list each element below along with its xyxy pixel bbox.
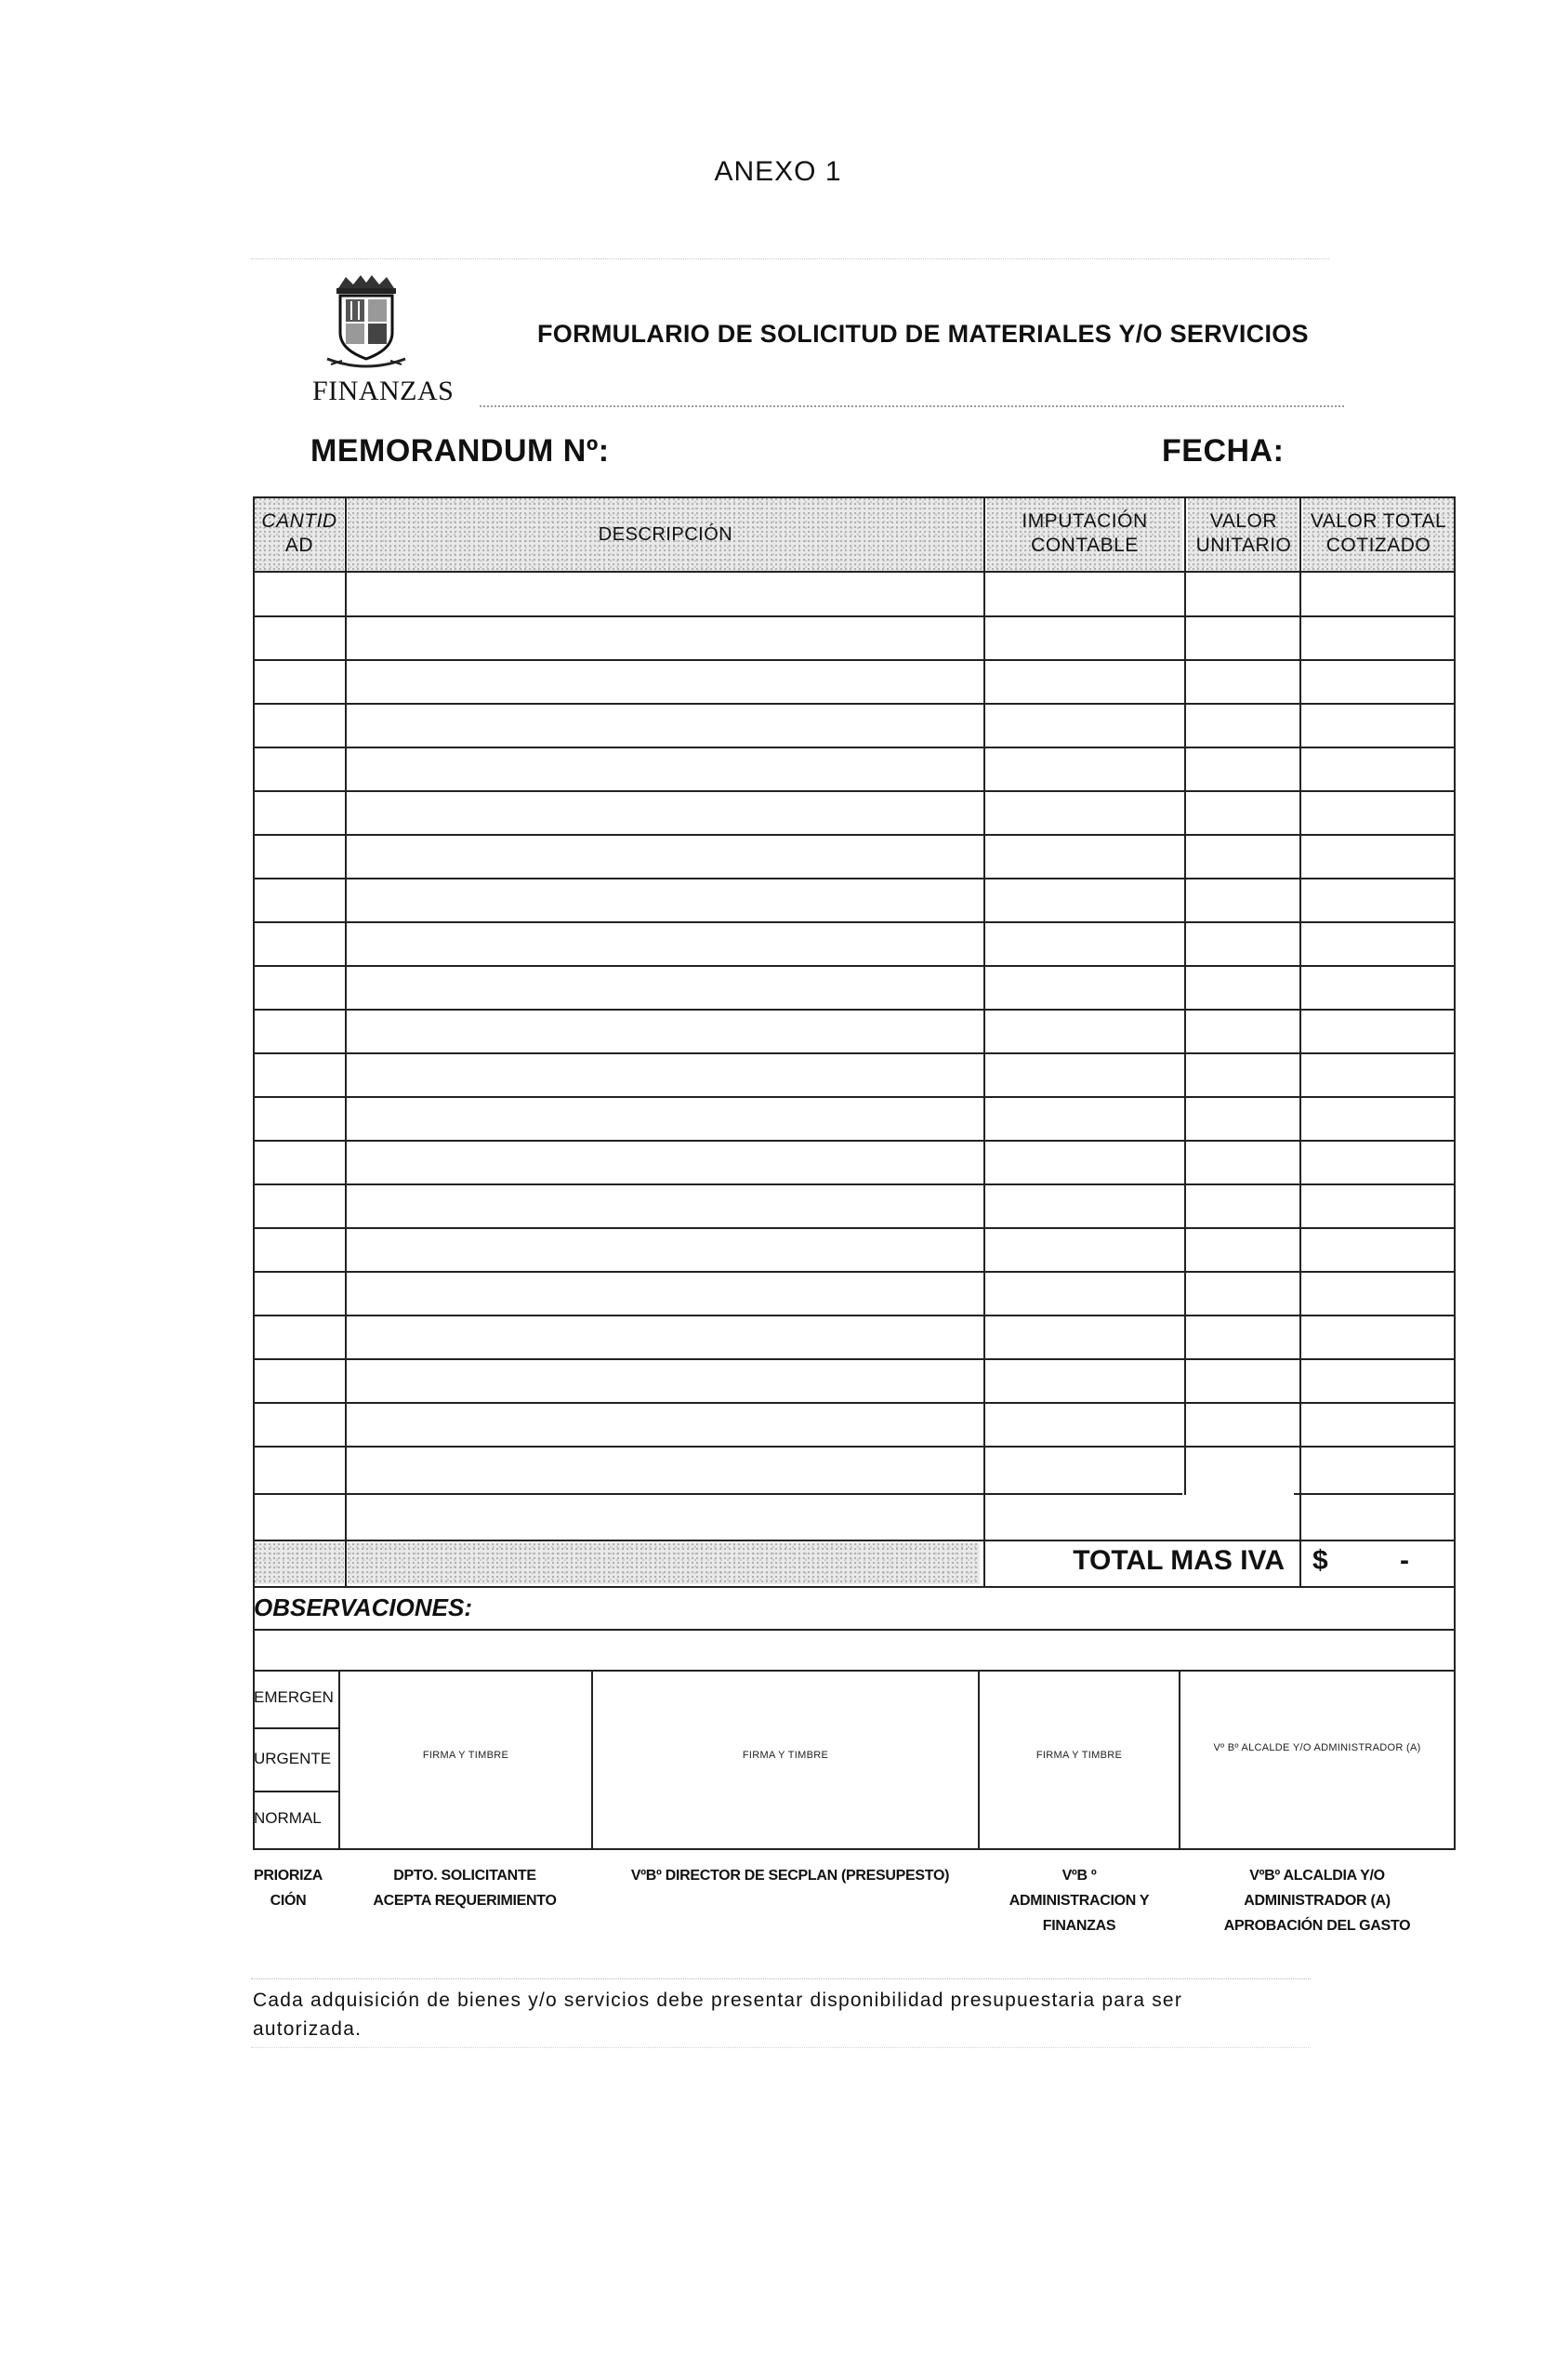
grid-line (1294, 1493, 1456, 1495)
footer-priority (244, 1863, 333, 1913)
total-row-shaded-quantity (255, 1543, 344, 1584)
grid-line (253, 1140, 1456, 1142)
signature-placeholder-dept: FIRMA Y TIMBRE (422, 1750, 509, 1761)
grid-line (253, 703, 1456, 705)
grid-line (253, 1493, 1182, 1495)
grid-line (253, 496, 255, 1850)
column-header-accounting (987, 509, 1182, 558)
note-divider-bottom (251, 2047, 1311, 2048)
footer-dept-line2: ACEPTA REQUERIMIENTO (373, 1893, 557, 1909)
grid-line (253, 1670, 1456, 1672)
column-header-unit-value (1188, 509, 1299, 558)
column-header-quantity (255, 509, 344, 558)
grid-line (253, 1848, 1456, 1850)
grid-line (253, 747, 1456, 748)
grid-line (253, 1009, 1456, 1011)
footer-admin-line1: VºB º (1062, 1868, 1097, 1884)
grid-line (253, 878, 1456, 879)
footer-admin-line3: FINANZAS (1042, 1918, 1116, 1934)
grid-line (1179, 1670, 1180, 1850)
footer-admin-line2: ADMINISTRACION Y (1009, 1893, 1150, 1909)
footer-priority-line2: CIÓN (270, 1893, 307, 1909)
total-label: TOTAL MAS IVA (1073, 1545, 1285, 1576)
grid-line (253, 921, 1456, 923)
form-title: FORMULARIO DE SOLICITUD DE MATERIALES Y/O SERVICIOS (537, 320, 1309, 348)
total-header-line2: COTIZADO (1325, 535, 1431, 556)
grid-line (253, 1358, 1456, 1360)
total-currency: $ (1312, 1545, 1328, 1576)
signature-placeholder-secplan: FIRMA Y TIMBRE (742, 1750, 829, 1761)
grid-line (253, 1315, 1456, 1316)
grid-line (253, 1586, 1456, 1588)
grid-line (253, 965, 1456, 967)
grid-line (253, 790, 1456, 792)
date-label: FECHA: (1162, 433, 1285, 469)
quantity-header-line2: AD (284, 535, 314, 556)
quantity-header-line1: CANTID (261, 510, 337, 532)
grid-line (253, 1727, 338, 1729)
footer-mayor-line2: ADMINISTRADOR (A) (1244, 1893, 1391, 1909)
column-header-description: DESCRIPCIÓN (598, 524, 733, 545)
grid-line (253, 1227, 1456, 1229)
annex-title: ANEXO 1 (714, 156, 842, 187)
footer-mayor (1182, 1863, 1452, 1938)
grid-line (1299, 496, 1301, 1586)
footer-secplan (595, 1863, 985, 1888)
grid-line (1454, 496, 1456, 1850)
total-header-line1: VALOR TOTAL (1310, 510, 1447, 532)
column-header-total-value (1303, 509, 1454, 558)
top-divider (251, 258, 1329, 259)
unit-header-line2: UNITARIO (1195, 535, 1292, 556)
priority-emergency[interactable]: EMERGEN (254, 1688, 334, 1706)
grid-line (253, 1629, 1456, 1631)
grid-line (345, 496, 347, 1586)
observations-label: OBSERVACIONES: (254, 1593, 472, 1621)
footer-mayor-line3: APROBACIÓN DEL GASTO (1223, 1918, 1411, 1934)
total-value: - (1400, 1545, 1409, 1576)
footer-dept (342, 1863, 587, 1913)
grid-line (983, 496, 985, 1586)
grid-line (253, 496, 1456, 498)
accounting-header-line1: IMPUTACIÓN (1022, 510, 1148, 532)
total-row-shaded-description (348, 1543, 980, 1584)
grid-line (253, 1540, 1456, 1541)
grid-line (1184, 496, 1186, 1495)
priority-normal[interactable]: NORMAL (254, 1809, 322, 1827)
grid-line (253, 1402, 1456, 1404)
unit-header-line1: VALOR (1209, 510, 1278, 532)
department-name: FINANZAS (312, 376, 455, 406)
grid-line (253, 1096, 1456, 1098)
footer-secplan-line1: VºBº DIRECTOR DE SECPLAN (PRESUPESTO) (630, 1868, 950, 1884)
budget-note: Cada adquisición de bienes y/o servicios debe presentar disponibilidad presupuestaria para ser autorizada. (253, 1990, 1183, 2040)
note-divider-top (251, 1978, 1311, 1979)
signature-placeholder-finance: FIRMA Y TIMBRE (1035, 1750, 1123, 1761)
footer-priority-line1: PRIORIZA (253, 1868, 323, 1884)
footer-dept-line1: DPTO. SOLICITANTE (393, 1868, 536, 1884)
grid-line (253, 1446, 1456, 1448)
grid-line (253, 1052, 1456, 1054)
signature-placeholder-mayor: Vº Bº ALCALDE Y/O ADMINISTRADOR (A) (1213, 1742, 1421, 1753)
grid-line (253, 571, 1456, 573)
memorandum-label: MEMORANDUM Nº: (310, 433, 610, 469)
footer-admin (982, 1863, 1177, 1938)
grid-line (253, 615, 1456, 617)
coat-of-arms-icon (325, 271, 407, 374)
grid-line (253, 1271, 1456, 1273)
grid-line (253, 1183, 1456, 1185)
footer-mayor-line1: VºBº ALCALDIA Y/O (1249, 1868, 1385, 1884)
grid-line (253, 659, 1456, 661)
priority-urgent[interactable]: URGENTE (254, 1750, 332, 1767)
accounting-header-line2: CONTABLE (1031, 535, 1139, 556)
grid-line (253, 834, 1456, 836)
header-divider (480, 405, 1344, 407)
grid-line (253, 1791, 338, 1792)
